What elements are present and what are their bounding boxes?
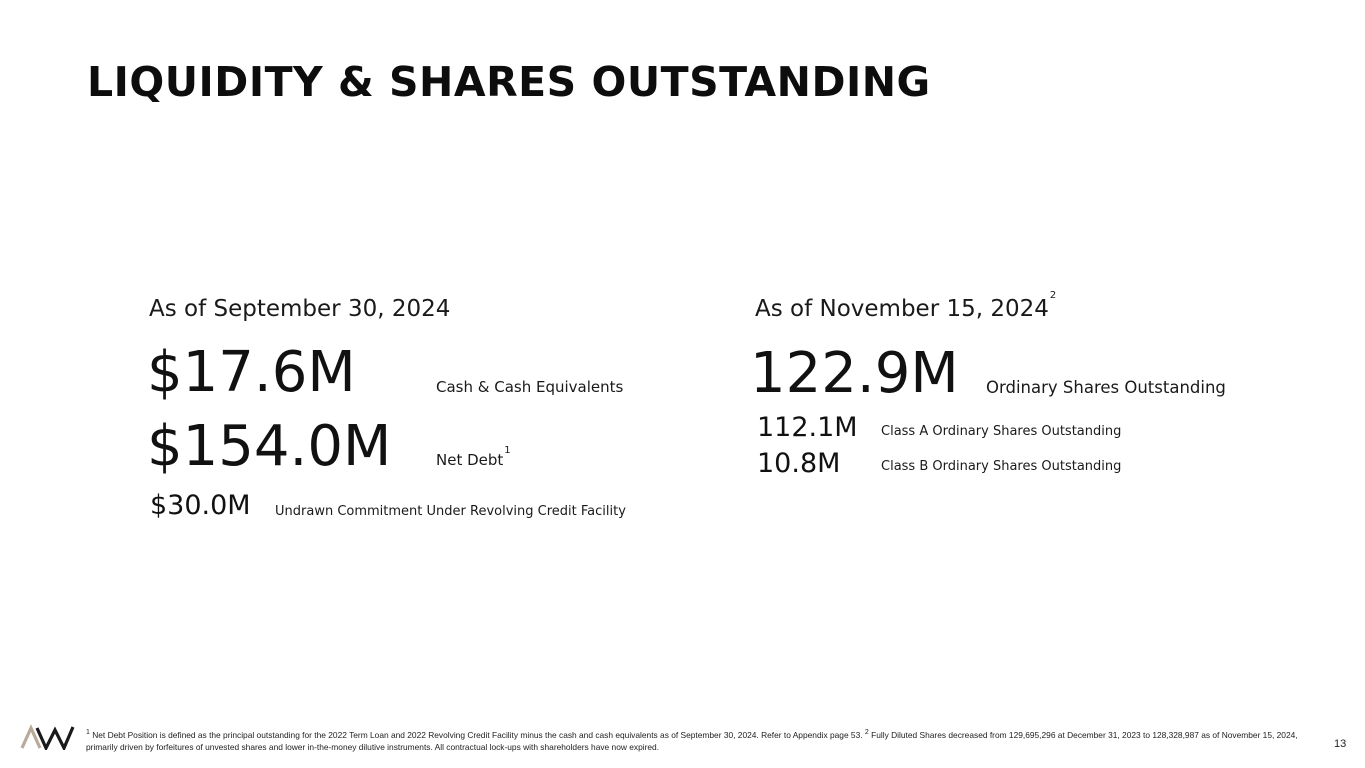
net-debt-label-text: Net Debt: [436, 451, 504, 469]
class-b-label: Class B Ordinary Shares Outstanding: [881, 459, 1122, 474]
cash-value: $17.6M: [147, 340, 356, 405]
class-a-value: 112.1M: [757, 412, 858, 443]
page-title: LIQUIDITY & SHARES OUTSTANDING: [87, 58, 931, 106]
footnote-1-marker: 1: [86, 729, 90, 736]
revolver-label: Undrawn Commitment Under Revolving Credit Facility: [275, 504, 626, 519]
footnote-2-marker: 2: [864, 729, 869, 736]
class-b-value: 10.8M: [757, 448, 841, 479]
footnote: [86, 727, 1304, 753]
net-debt-footnote-ref: 1: [504, 445, 511, 456]
ordinary-shares-label: Ordinary Shares Outstanding: [986, 378, 1226, 397]
footnote-2-text: Fully Diluted Shares decreased from 129,695,296 at December 31, 2023 to 128,328,987 as of November 15, 2024, primarily driven by forfeitures of unvested shares and lower in-the-money dilutive instruments. All contractual lock-ups with shareholders have now expired.: [86, 729, 1298, 752]
right-heading: [755, 290, 1057, 322]
net-debt-label: [436, 445, 511, 469]
page-number: 13: [1334, 738, 1347, 750]
right-heading-text: As of November 15, 2024: [755, 296, 1049, 322]
company-logo-mark: [20, 724, 76, 750]
right-heading-footnote-ref: 2: [1049, 290, 1057, 301]
class-a-label: Class A Ordinary Shares Outstanding: [881, 424, 1122, 439]
ordinary-shares-value: 122.9M: [750, 341, 959, 406]
net-debt-value: $154.0M: [147, 414, 392, 479]
cash-label: Cash & Cash Equivalents: [436, 378, 624, 396]
footnote-1-text: Net Debt Position is defined as the principal outstanding for the 2022 Term Loan and 2022 Revolving Credit Facility minus the cash and cash equivalents as of September 30, 2024. Refer to Appendix page 53.: [92, 729, 863, 740]
left-heading: As of September 30, 2024: [149, 296, 451, 322]
revolver-value: $30.0M: [150, 490, 251, 521]
